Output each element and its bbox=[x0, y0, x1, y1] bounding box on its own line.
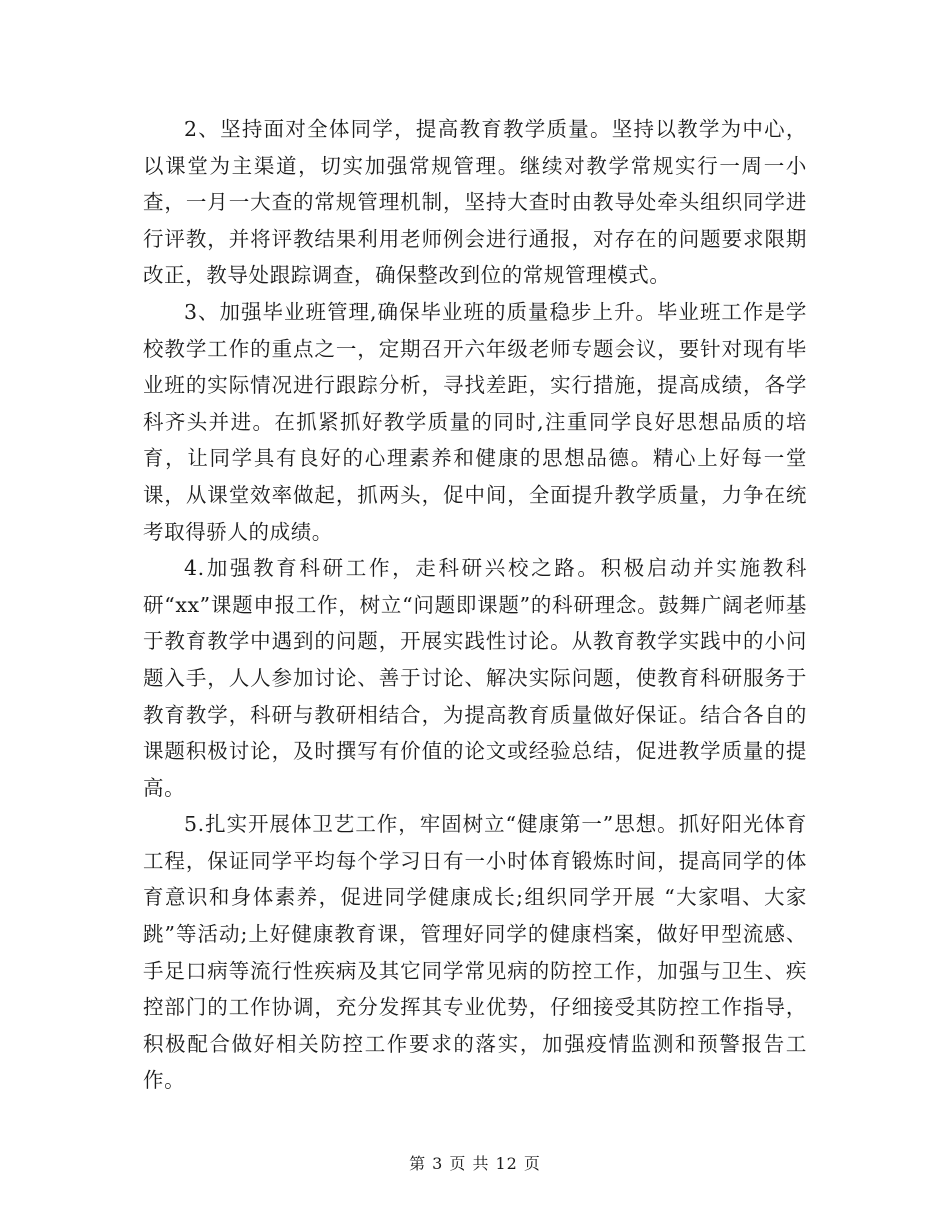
paragraph-item-3: 3、加强毕业班管理,确保毕业班的质量稳步上升。毕业班工作是学校教学工作的重点之一，定期召开六年级老师专题会议，要针对现有毕业班的实际情况进行跟踪分析，寻找差距，实行措施，提高成绩，各学科齐头并进。在抓紧抓好教学质量的同时,注重同学良好思想品质的培育，让同学具有良好的心理素养和健康的思想品德。精心上好每一堂课，从课堂效率做起，抓两头，促中间，全面提升教学质量，力争在统考取得骄人的成绩。 bbox=[143, 299, 807, 544]
footer-suffix: 页 bbox=[523, 1154, 541, 1173]
footer-middle: 页 共 bbox=[449, 1154, 490, 1173]
total-page-count: 12 bbox=[495, 1154, 518, 1173]
footer-prefix: 第 bbox=[409, 1154, 427, 1173]
current-page-number: 3 bbox=[432, 1154, 444, 1173]
page-number-footer bbox=[0, 1151, 950, 1174]
paragraph-item-2: 2、坚持面对全体同学，提高教育教学质量。坚持以教学为中心，以课堂为主渠道，切实加强常规管理。继续对教学常规实行一周一小查，一月一大查的常规管理机制，坚持大查时由教导处牵头组织同学进行评教，并将评教结果利用老师例会进行通报，对存在的问题要求限期改正，教导处跟踪调查，确保整改到位的常规管理模式。 bbox=[143, 117, 807, 288]
document-body bbox=[143, 111, 807, 1099]
paragraph-item-4: 4.加强教育科研工作，走科研兴校之路。积极启动并实施教科研“xx”课题申报工作，树立“问题即课题”的科研理念。鼓舞广阔老师基于教育教学中遇到的问题，开展实践性讨论。从教育教学实践中的小问题入手，人人参加讨论、善于讨论、解决实际问题，使教育科研服务于教育教学，科研与教研相结合，为提高教育质量做好保证。结合各自的课题积极讨论，及时撰写有价值的论文或经验总结，促进教学质量的提高。 bbox=[143, 556, 807, 800]
paragraph-item-5: 5.扎实开展体卫艺工作，牢固树立“健康第一”思想。抓好阳光体育工程，保证同学平均每个学习日有一小时体育锻炼时间，提高同学的体育意识和身体素养，促进同学健康成长;组织同学开展 “大家唱、大家跳”等活动;上好健康教育课，管理好同学的健康档案，做好甲型流感、手足口病等流行性疾病及其它同学常见病的防控工作，加强与卫生、疾控部门的工作协调，充分发挥其专业优势，仔细接受其防控工作指导，积极配合做好相关防控工作要求的落实，加强疫情监测和预警报告工作。 bbox=[143, 812, 807, 1093]
